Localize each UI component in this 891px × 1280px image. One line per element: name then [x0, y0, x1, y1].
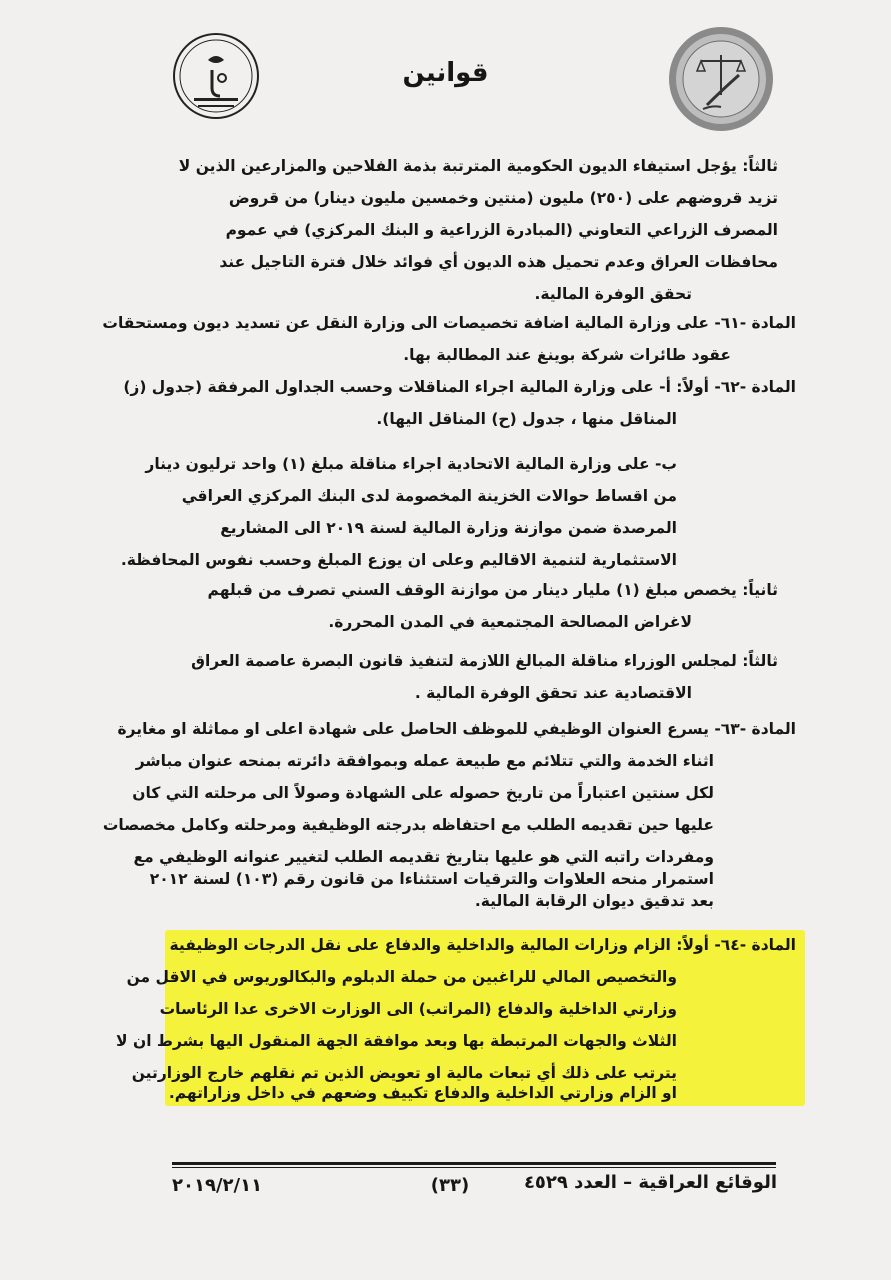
footer-rule-thin — [172, 1167, 776, 1168]
text-line: ثالثاً: لمجلس الوزراء مناقلة المبالغ اللازمة لتنفيذ قانون البصرة عاصمة العراق — [191, 652, 778, 670]
text-line: المادة -٦١- على وزارة المالية اضافة تخصيصات الى وزارة النقل عن تسديد ديون ومستحقات — [102, 314, 796, 332]
text-line: تزيد قروضهم على (٢٥٠) مليون (منتين وخمسين مليون دينار) من قروض — [228, 189, 778, 207]
footer-publication: الوقائع العراقية – العدد ٤٥٢٩ — [523, 1172, 777, 1193]
text-line: استمرار منحه العلاوات والترقيات استثناءا من قانون رقم (١٠٣) لسنة ٢٠١٢ — [149, 870, 714, 888]
footer-page-number: (٣٣) — [430, 1175, 470, 1196]
text-line: عليها حين تقديمه الطلب مع احتفاظه بدرجته الوظيفية ومرحلته وكامل مخصصات — [102, 816, 714, 834]
text-line: اثناء الخدمة والتي تتلائم مع طبيعة عمله وبموافقة دائرته بمنحه عنوان مباشر — [135, 752, 714, 770]
text-line: المصرف الزراعي التعاوني (المبادرة الزراعية و البنك المركزي) في عموم — [225, 221, 778, 239]
footer-date: ٢٠١٩/٢/١١ — [172, 1175, 263, 1196]
text-line: وزارتي الداخلية والدفاع (المراتب) الى الوزارت الاخرى عدا الرئاسات — [159, 1000, 677, 1018]
text-line: محافظات العراق وعدم تحميل هذه الديون أي فوائد خلال فترة التاجيل عند — [219, 253, 778, 271]
text-line: ثانياً: يخصص مبلغ (١) مليار دينار من موازنة الوقف السني تصرف من قبلهم — [207, 581, 778, 599]
page-title: قوانين — [402, 58, 489, 88]
text-line: الثلاث والجهات المرتبطة بها وبعد موافقة الجهة المنقول اليها بشرط ان لا — [116, 1032, 677, 1050]
text-line: الاقتصادية عند تحقق الوفرة المالية . — [414, 684, 692, 702]
text-line: المادة -٦٢- أولاً: أ- على وزارة المالية اجراء المناقلات وحسب الجداول المرفقة (جدول (ز) — [123, 378, 796, 396]
text-line: من اقساط حوالات الخزينة المخصومة لدى البنك المركزي العراقي — [181, 487, 677, 505]
text-line: الاستثمارية لتنمية الاقاليم وعلى ان يوزع المبلغ وحسب نفوس المحافظة. — [120, 551, 677, 569]
text-line: ثالثاً: يؤجل استيفاء الديون الحكومية المترتبة بذمة الفلاحين والمزارعين الذين لا — [178, 157, 778, 175]
text-line: المناقل منها ، جدول (ح) المناقل اليها). — [376, 410, 677, 428]
text-line: تحقق الوفرة المالية. — [534, 285, 692, 303]
text-line: او الزام وزارتي الداخلية والدفاع تكييف وضعهم في داخل وزاراتهم. — [168, 1084, 677, 1102]
text-line: يترتب على ذلك أي تبعات مالية او تعويض الذين تم نقلهم خارج الوزارتين — [131, 1064, 677, 1082]
text-line: لكل سنتين اعتباراً من تاريخ حصوله على الشهادة وصولاً الى مرحلته التي كان — [132, 784, 714, 802]
text-line: المادة -٦٤- أولاً: الزام وزارات المالية والداخلية والدفاع على نقل الدرجات الوظيفية — [169, 936, 796, 954]
text-line: ب- على وزارة المالية الاتحادية اجراء مناقلة مبلغ (١) واحد ترليون دينار — [145, 455, 677, 473]
text-line: عقود طائرات شركة بوينغ عند المطالبة بها. — [403, 346, 731, 364]
text-line: ومفردات راتبه التي هو عليها بتاريخ تقديمه الطلب لتغيير عنوانه الوظيفي مع — [133, 848, 714, 866]
text-line: والتخصيص المالي للراغبين من حملة الدبلوم والبكالوريوس في الاقل من — [126, 968, 677, 986]
footer-rule-thick — [172, 1162, 776, 1165]
text-line: المرصدة ضمن موازنة وزارة المالية لسنة ٢٠١٩ الى المشاريع — [220, 519, 677, 537]
text-line: المادة -٦٣- يسرع العنوان الوظيفي للموظف الحاصل على شهادة اعلى او مماثلة او مغايرة — [117, 720, 796, 738]
text-line: لاغراض المصالحة المجتمعية في المدن المحررة. — [328, 613, 692, 631]
text-line: بعد تدقيق ديوان الرقابة المالية. — [474, 892, 714, 910]
